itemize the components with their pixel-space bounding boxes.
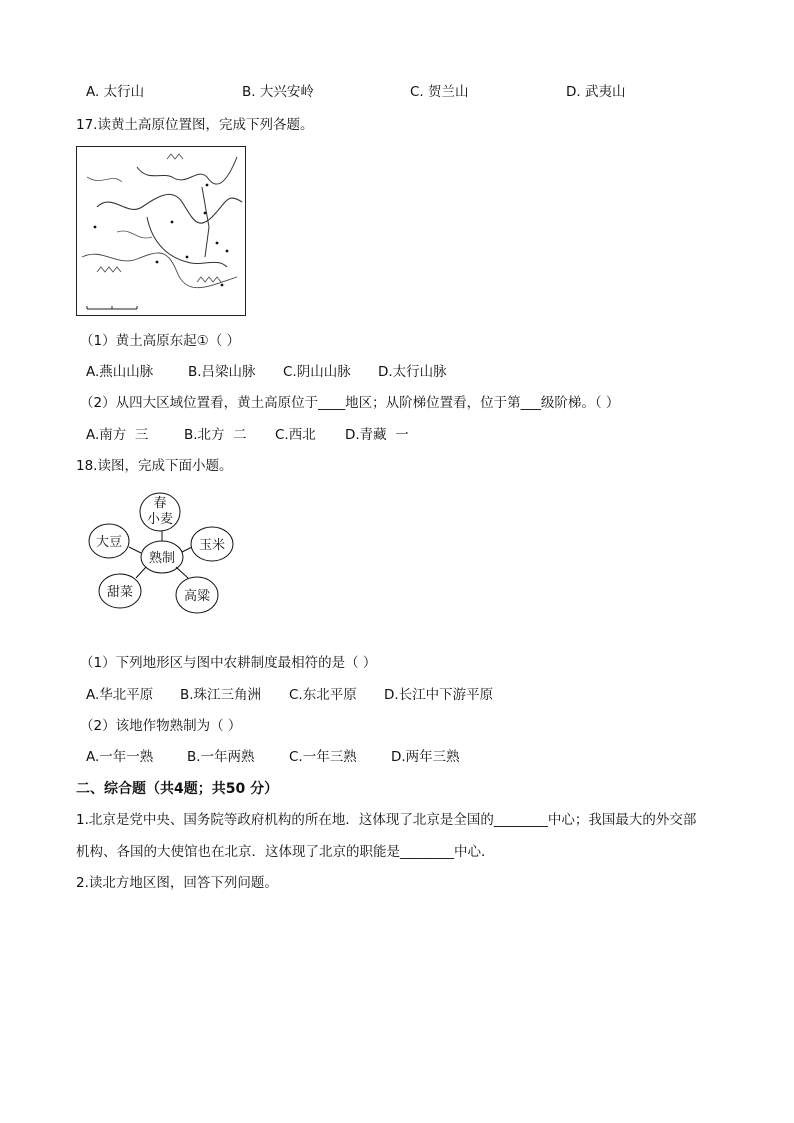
q18-sub1-option-d: D.长江中下游平原 xyxy=(384,687,494,703)
q17-sub2-option-a: A.南方 三 xyxy=(86,427,149,443)
q17-sub2-option-c: C.西北 xyxy=(275,427,316,443)
q18-sub2-option-c: C.一年三熟 xyxy=(289,749,357,765)
s2-q1-line2: 机构、各国的大使馆也在北京．这体现了北京的职能是________中心． xyxy=(76,844,495,860)
section-heading: 二、综合题（共4题；共50 分） xyxy=(76,781,279,797)
q18-sub1-option-c: C.东北平原 xyxy=(289,687,357,703)
node-label-corn: 玉米 xyxy=(198,538,226,553)
q18-sub1-option-a: A.华北平原 xyxy=(86,687,154,703)
node-label-wheat: 小麦 xyxy=(146,512,174,527)
s2-q1-line1: 1.北京是党中央、国务院等政府机构的所在地．这体现了北京是全国的________中心；我国最大的外交部 xyxy=(76,812,697,828)
q16-option-d: D. 武夷山 xyxy=(566,84,626,100)
center-label: 熟制 xyxy=(148,551,176,566)
q17-sub1-question: （1）黄土高原东起①（ ） xyxy=(80,333,240,349)
node-label-spring: 春 xyxy=(153,496,167,511)
q16-option-b: B. 大兴安岭 xyxy=(242,84,314,100)
q16-option-a: A. 太行山 xyxy=(86,84,145,100)
q17-stem: 17.读黄土高原位置图，完成下列各题。 xyxy=(76,117,314,133)
q18-sub2-question: （2）该地作物熟制为（ ） xyxy=(80,718,242,734)
q18-sub1-question: （1）下列地形区与图中农耕制度最相符的是（ ） xyxy=(80,655,377,671)
q17-sub1-option-a: A.燕山山脉 xyxy=(86,364,154,380)
loess-plateau-map xyxy=(76,146,246,316)
q17-sub2-question: （2）从四大区域位置看，黄土高原位于____地区；从阶梯位置看，位于第___级阶梯。（ ） xyxy=(80,395,620,411)
q18-sub2-option-b: B.一年两熟 xyxy=(187,749,255,765)
q17-sub1-option-c: C.阴山山脉 xyxy=(283,364,351,380)
q17-sub2-option-d: D.青藏 一 xyxy=(345,427,409,443)
q18-sub2-option-d: D.两年三熟 xyxy=(391,749,460,765)
q18-sub2-option-a: A.一年一熟 xyxy=(86,749,154,765)
q17-sub1-option-b: B.吕梁山脉 xyxy=(188,364,256,380)
node-label-beet: 甜菜 xyxy=(106,585,134,600)
s2-q2: 2.读北方地区图，回答下列问题。 xyxy=(76,875,278,891)
node-label-sorghum: 高粱 xyxy=(183,589,211,604)
q17-sub1-option-d: D.太行山脉 xyxy=(378,364,447,380)
q17-sub2-option-b: B.北方 二 xyxy=(184,427,247,443)
map-sketch-icon xyxy=(77,147,245,315)
q18-sub1-option-b: B.珠江三角洲 xyxy=(180,687,262,703)
q18-stem: 18.读图，完成下面小题。 xyxy=(76,458,233,474)
q16-option-c: C. 贺兰山 xyxy=(410,84,469,100)
crop-maturity-diagram xyxy=(80,490,250,620)
node-label-soybean: 大豆 xyxy=(95,535,123,550)
